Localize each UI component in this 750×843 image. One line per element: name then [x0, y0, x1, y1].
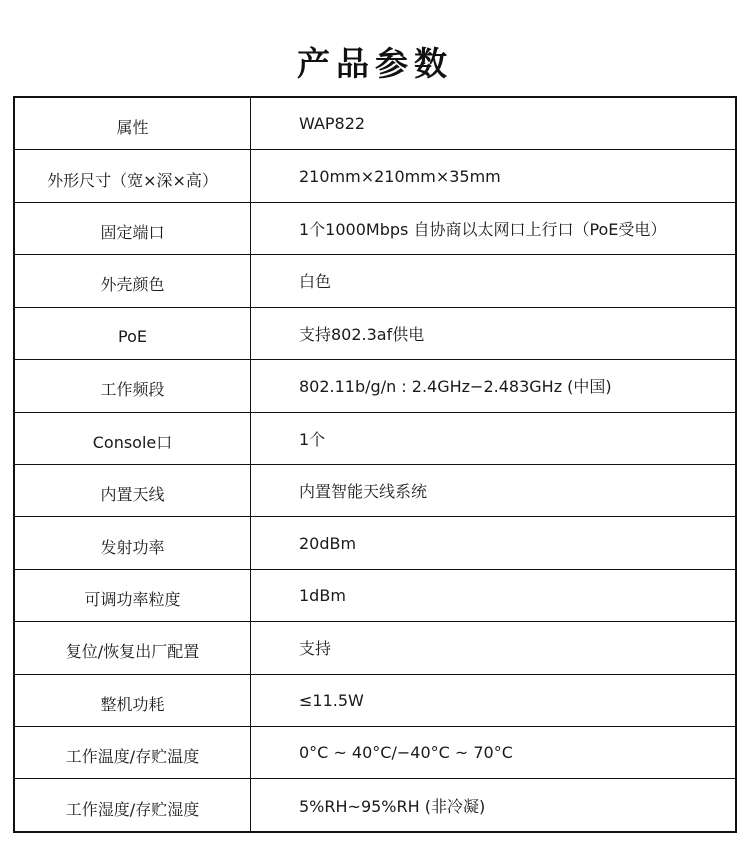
table-row [15, 675, 735, 727]
table-row [15, 570, 735, 622]
spec-label: 内置天线 [15, 465, 251, 516]
page-title: 产品参数 [297, 44, 453, 83]
spec-label: 发射功率 [15, 517, 251, 568]
spec-value: 白色 [299, 272, 332, 292]
spec-label: 属性 [15, 98, 251, 149]
spec-table [13, 96, 737, 833]
table-row [15, 413, 735, 465]
spec-label: PoE [15, 308, 251, 359]
spec-label: 整机功耗 [15, 675, 251, 726]
spec-value: ≤11.5W [299, 690, 364, 710]
spec-value: 1个1000Mbps 自协商以太网口上行口（PoE受电） [299, 220, 667, 240]
table-row [15, 98, 735, 150]
table-row [15, 517, 735, 569]
table-row [15, 255, 735, 307]
spec-label: 固定端口 [15, 203, 251, 254]
spec-label: 复位/恢复出厂配置 [15, 622, 251, 673]
table-row [15, 203, 735, 255]
spec-label: 可调功率粒度 [15, 570, 251, 621]
spec-value: 1个 [299, 429, 326, 449]
spec-value: 内置智能天线系统 [299, 482, 428, 502]
table-row [15, 308, 735, 360]
spec-label: 外壳颜色 [15, 255, 251, 306]
spec-label: 工作湿度/存贮湿度 [15, 779, 251, 830]
spec-value: 0°C ~ 40°C/−40°C ~ 70°C [299, 743, 513, 763]
spec-value: 支持802.3af供电 [299, 324, 425, 344]
spec-value: 20dBm [299, 533, 357, 553]
spec-value: 1dBm [299, 586, 346, 605]
spec-value: 210mm×210mm×35mm [299, 166, 501, 186]
table-row [15, 360, 735, 412]
table-row [15, 150, 735, 202]
spec-value: 5%RH~95%RH (非冷凝) [299, 796, 486, 816]
spec-label: 工作频段 [15, 360, 251, 411]
table-row [15, 465, 735, 517]
table-row [15, 727, 735, 779]
spec-value: 支持 [299, 639, 332, 659]
spec-label: 外形尺寸（宽×深×高） [15, 150, 251, 201]
table-row [15, 622, 735, 674]
spec-value: 802.11b/g/n : 2.4GHz−2.483GHz (中国) [299, 377, 612, 397]
spec-label: 工作温度/存贮温度 [15, 727, 251, 778]
spec-label: Console口 [15, 413, 251, 464]
table-row [15, 779, 735, 830]
spec-value: WAP822 [299, 114, 366, 134]
